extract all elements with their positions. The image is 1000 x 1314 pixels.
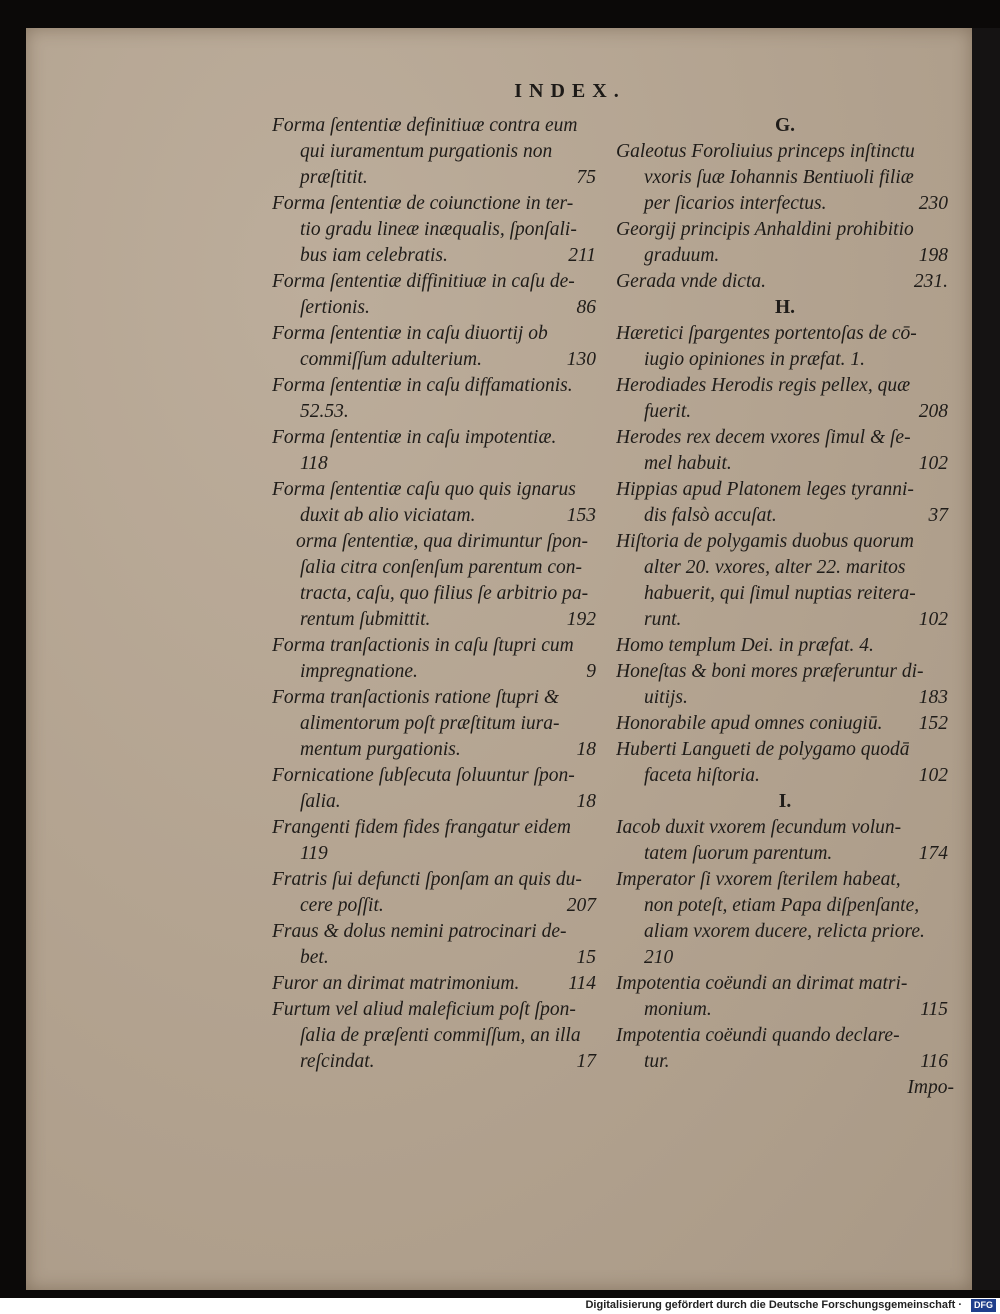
index-entry-line (616, 607, 954, 633)
index-page-number: 183 (918, 687, 948, 708)
index-entry-line (616, 1049, 954, 1075)
index-entry-line (272, 321, 602, 347)
index-page-number: 15 (576, 947, 596, 968)
index-entry-text: H. (774, 297, 796, 318)
index-entry-text: 210 (644, 947, 674, 968)
index-entry-text: Gerada vnde dicta. (616, 271, 767, 292)
index-entry-line (616, 581, 954, 607)
index-entry-text: Imperator ſi vxorem ſterilem habeat, (616, 869, 901, 890)
index-entry-line (616, 971, 954, 997)
index-entry-text: iugio opiniones in præfat. 1. (644, 349, 866, 370)
index-entry-text: Homo templum Dei. in præfat. 4. (616, 635, 874, 656)
index-entry-line (272, 217, 602, 243)
index-entry-line (272, 893, 602, 919)
index-entry-line (616, 347, 954, 373)
index-entry-text: mel habuit. (644, 453, 732, 474)
book-spine (972, 28, 1000, 1290)
index-page-number: 208 (918, 401, 948, 422)
index-entry-text: Forma tranſactionis ratione ſtupri & (272, 687, 560, 708)
index-entry-text: 119 (300, 843, 328, 864)
index-entry-text: vxoris ſuæ Iohannis Bentiuoli filiæ (644, 167, 914, 188)
index-entry-line (272, 243, 602, 269)
index-entry-line (616, 1075, 954, 1101)
index-entry-line (616, 919, 954, 945)
index-column-right (616, 113, 954, 1101)
index-page-number: 116 (920, 1051, 948, 1072)
index-entry-line (272, 581, 602, 607)
index-entry-line (272, 373, 602, 399)
footer-credit: Digitalisierung gefördert durch die Deutsche Forschungsgemeinschaft · (585, 1299, 962, 1311)
index-entry-text: impregnatione. (300, 661, 418, 682)
dfg-logo-icon: DFG (971, 1299, 996, 1312)
index-entry-text: Galeotus Foroliuius princeps inſtinctu (616, 141, 915, 162)
index-entry-text: faceta hiſtoria. (644, 765, 760, 786)
index-entry-text: alter 20. vxores, alter 22. maritos (644, 557, 906, 578)
index-page-number: 18 (576, 739, 596, 760)
index-entry-line (616, 789, 954, 815)
index-entry-line (616, 217, 954, 243)
index-page-number: 152 (918, 713, 948, 734)
index-entry-text: 118 (300, 453, 328, 474)
index-entry-line (272, 815, 602, 841)
index-entry-text: ſertionis. (300, 297, 370, 318)
index-entry-text: Iacob duxit vxorem ſecundum volun- (616, 817, 902, 838)
index-entry-text: Forma tranſactionis in caſu ſtupri cum (272, 635, 574, 656)
index-page-number: 18 (576, 791, 596, 812)
index-entry-line (272, 841, 602, 867)
index-entry-text: graduum. (644, 245, 720, 266)
index-entry-line (616, 893, 954, 919)
index-entry-text: Honorabile apud omnes coniugiū. (616, 713, 883, 734)
index-entry-line (272, 711, 602, 737)
index-entry-line (616, 685, 954, 711)
index-column-left (272, 113, 602, 1075)
index-entry-line (616, 425, 954, 451)
index-entry-text: commiſſum adulterium. (300, 349, 482, 370)
index-entry-line (272, 945, 602, 971)
index-entry-text: runt. (644, 609, 682, 630)
index-page-number: 198 (918, 245, 948, 266)
index-entry-text: non poteſt, etiam Papa diſpenſante, (644, 895, 920, 916)
index-entry-text: I. (778, 791, 792, 812)
index-entry-line (272, 867, 602, 893)
index-entry-text: tio gradu lineæ inæqualis, ſponſali- (300, 219, 577, 240)
index-entry-text: per ſicarios interfectus. (644, 193, 827, 214)
index-entry-text: Frangenti fidem fides frangatur eidem (272, 817, 571, 838)
index-entry-text: Forma ſententiæ in caſu diffamationis. (272, 375, 573, 396)
index-page-number: 231. (913, 271, 948, 292)
index-entry-line (272, 139, 602, 165)
index-entry-line (272, 347, 602, 373)
index-entry-text: bet. (300, 947, 329, 968)
index-entry-text: Forma ſententiæ diffinitiuæ in caſu de- (272, 271, 575, 292)
index-page-number: 86 (576, 297, 596, 318)
index-entry-text: Furtum vel aliud maleficium poſt ſpon- (272, 999, 576, 1020)
index-entry-text: tracta, caſu, quo filius ſe arbitrio pa- (300, 583, 589, 604)
index-entry-text: uitijs. (644, 687, 688, 708)
index-entry-text: tatem ſuorum parentum. (644, 843, 833, 864)
index-entry-line (616, 321, 954, 347)
index-entry-text: Forma ſententiæ in caſu impotentiæ. (272, 427, 557, 448)
index-entry-line (616, 659, 954, 685)
index-entry-text: præſtitit. (300, 167, 368, 188)
index-entry-line (272, 1049, 602, 1075)
index-entry-text: aliam vxorem ducere, relicta priore. (644, 921, 925, 942)
index-entry-line (616, 503, 954, 529)
index-entry-line (616, 633, 954, 659)
index-entry-text: Herodiades Herodis regis pellex, quæ (616, 375, 911, 396)
index-entry-text: Forma ſententiæ definitiuæ contra eum (272, 115, 578, 136)
index-entry-text: Impotentia coëundi an dirimat matri- (616, 973, 908, 994)
index-entry-text: Georgij principis Anhaldini prohibitio (616, 219, 914, 240)
index-page-number: 102 (918, 609, 948, 630)
index-page-number: 153 (566, 505, 596, 526)
index-entry-line (616, 945, 954, 971)
index-entry-line (616, 373, 954, 399)
index-entry-text: ſalia de præſenti commiſſum, an illa (300, 1025, 581, 1046)
index-entry-line (272, 763, 602, 789)
index-entry-line (616, 711, 954, 737)
index-entry-text: qui iuramentum purgationis non (300, 141, 553, 162)
index-entry-line (616, 867, 954, 893)
index-page-number: 230 (918, 193, 948, 214)
index-page-number: 75 (576, 167, 596, 188)
index-entry-line (272, 685, 602, 711)
index-entry-line (272, 113, 602, 139)
index-page-number: 102 (918, 453, 948, 474)
index-entry-text: duxit ab alio viciatam. (300, 505, 476, 526)
index-page-number: 115 (920, 999, 948, 1020)
index-entry-text: monium. (644, 999, 712, 1020)
index-entry-text: ſalia. (300, 791, 341, 812)
index-entry-line (272, 529, 602, 555)
index-entry-line (616, 295, 954, 321)
index-entry-text: mentum purgationis. (300, 739, 461, 760)
index-entry-text: Fratris ſui defuncti ſponſam an quis du- (272, 869, 582, 890)
index-page-number: 211 (568, 245, 596, 266)
index-entry-line (616, 997, 954, 1023)
index-entry-line (616, 529, 954, 555)
index-entry-line (272, 633, 602, 659)
index-entry-text: Herodes rex decem vxores ſimul & ſe- (616, 427, 911, 448)
index-entry-line (616, 243, 954, 269)
index-entry-line (616, 139, 954, 165)
index-entry-text: G. (774, 115, 796, 136)
index-entry-line (272, 555, 602, 581)
index-entry-line (616, 763, 954, 789)
index-entry-text: Huberti Langueti de polygamo quodā (616, 739, 910, 760)
index-entry-text: Honeſtas & boni mores præferuntur di- (616, 661, 924, 682)
index-page-number: 37 (928, 505, 948, 526)
index-entry-line (272, 789, 602, 815)
index-entry-text: Hiſtoria de polygamis duobus quorum (616, 531, 914, 552)
index-entry-line (616, 113, 954, 139)
index-entry-line (616, 815, 954, 841)
index-entry-line (272, 607, 602, 633)
index-entry-text: reſcindat. (300, 1051, 375, 1072)
index-entry-line (616, 841, 954, 867)
index-entry-line (272, 191, 602, 217)
index-page-number: 17 (576, 1051, 596, 1072)
index-entry-text: Fraus & dolus nemini patrocinari de- (272, 921, 567, 942)
index-entry-line (272, 919, 602, 945)
page-header: INDEX. (514, 80, 626, 102)
index-page-number: 192 (566, 609, 596, 630)
index-page-number: 130 (566, 349, 596, 370)
index-entry-line (616, 477, 954, 503)
index-entry-text: Impotentia coëundi quando declare- (616, 1025, 900, 1046)
index-entry-text: Forma ſententiæ in caſu diuortij ob (272, 323, 548, 344)
index-entry-line (272, 295, 602, 321)
index-entry-text: Fornicatione ſubſecuta ſoluuntur ſpon- (272, 765, 575, 786)
index-entry-line (272, 269, 602, 295)
index-page-number: 102 (918, 765, 948, 786)
index-entry-text: dis falsò accuſat. (644, 505, 777, 526)
index-entry-line (272, 451, 602, 477)
index-page-number: 9 (586, 661, 596, 682)
index-entry-line (616, 399, 954, 425)
index-entry-text: Hæretici ſpargentes portentoſas de cō- (616, 323, 917, 344)
index-entry-text: habuerit, qui ſimul nuptias reitera- (644, 583, 916, 604)
index-entry-text: tur. (644, 1051, 670, 1072)
index-entry-line (272, 737, 602, 763)
index-entry-line (272, 1023, 602, 1049)
index-entry-text: cere poſſit. (300, 895, 384, 916)
index-page-number: 114 (568, 973, 596, 994)
index-entry-line (272, 477, 602, 503)
index-entry-text: ſalia citra conſenſum parentum con- (300, 557, 582, 578)
index-page-number: 207 (566, 895, 596, 916)
index-entry-line (272, 165, 602, 191)
index-entry-line (616, 269, 954, 295)
index-entry-text: alimentorum poſt præſtitum iura- (300, 713, 560, 734)
index-entry-text: 52.53. (300, 401, 349, 422)
index-page-number: 174 (918, 843, 948, 864)
index-entry-text: fuerit. (644, 401, 692, 422)
index-entry-line (272, 659, 602, 685)
index-entry-line (616, 1023, 954, 1049)
index-entry-line (616, 737, 954, 763)
index-entry-text: orma ſententiæ, qua dirimuntur ſpon- (296, 531, 588, 552)
index-entry-text: Forma ſententiæ caſu quo quis ignarus (272, 479, 576, 500)
index-entry-line (616, 165, 954, 191)
index-entry-text: Impo- (907, 1077, 954, 1098)
index-entry-text: Hippias apud Platonem leges tyranni- (616, 479, 914, 500)
index-entry-line (272, 503, 602, 529)
index-entry-line (616, 191, 954, 217)
index-entry-text: rentum ſubmittit. (300, 609, 431, 630)
index-entry-line (616, 451, 954, 477)
index-entry-text: Forma ſententiæ de coiunctione in ter- (272, 193, 574, 214)
index-entry-line (616, 555, 954, 581)
footer-bar (0, 1298, 1000, 1314)
index-entry-line (272, 971, 602, 997)
index-entry-line (272, 425, 602, 451)
index-entry-text: bus iam celebratis. (300, 245, 448, 266)
index-entry-line (272, 399, 602, 425)
index-entry-line (272, 997, 602, 1023)
index-entry-text: Furor an dirimat matrimonium. (272, 973, 520, 994)
